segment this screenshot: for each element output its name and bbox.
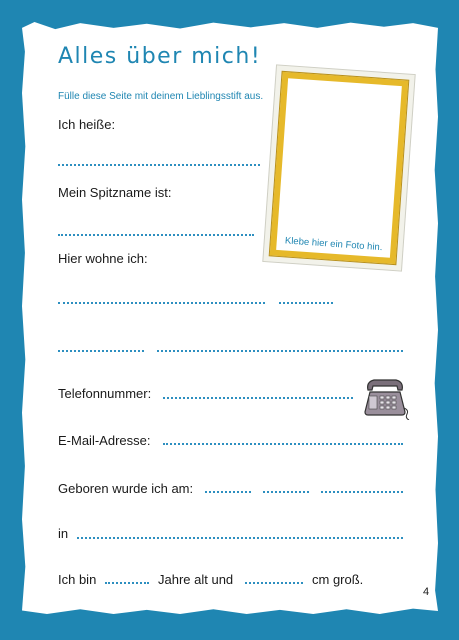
postcode-line[interactable] — [58, 350, 144, 352]
birthplace-label: in — [58, 526, 69, 541]
height-unit-label: cm groß. — [312, 572, 364, 587]
age-prefix-label: Ich bin — [58, 572, 97, 587]
name-label: Ich heiße: — [58, 117, 116, 132]
birth-month-line[interactable] — [263, 491, 309, 493]
age-line[interactable] — [105, 582, 149, 584]
birthday-label: Geboren wurde ich am: — [58, 481, 194, 496]
house-number-line[interactable] — [279, 302, 333, 304]
nickname-line[interactable] — [58, 234, 254, 236]
birth-year-line[interactable] — [321, 491, 403, 493]
phone-line[interactable] — [163, 397, 353, 399]
email-line[interactable] — [163, 443, 403, 445]
height-line[interactable] — [245, 582, 303, 584]
instruction-text: Fülle diese Seite mit deinem Lieblingsstift aus. — [58, 91, 264, 102]
photo-frame[interactable] — [263, 65, 414, 270]
nickname-label: Mein Spitzname ist: — [58, 185, 172, 200]
street-line[interactable] — [58, 302, 265, 304]
email-label: E-Mail-Adresse: — [58, 433, 151, 448]
age-middle-label: Jahre alt und — [158, 572, 234, 587]
name-line[interactable] — [58, 164, 260, 166]
city-line[interactable] — [157, 350, 403, 352]
phone-label: Telefonnummer: — [58, 386, 152, 401]
page-title: Alles über mich! — [58, 44, 262, 69]
photo-caption: Klebe hier ein Foto hin. — [284, 235, 383, 254]
birth-day-line[interactable] — [205, 491, 251, 493]
birthplace-line[interactable] — [77, 537, 403, 539]
address-label: Hier wohne ich: — [58, 251, 148, 266]
page-number: 4 — [423, 586, 430, 598]
phone-icon — [360, 372, 410, 420]
